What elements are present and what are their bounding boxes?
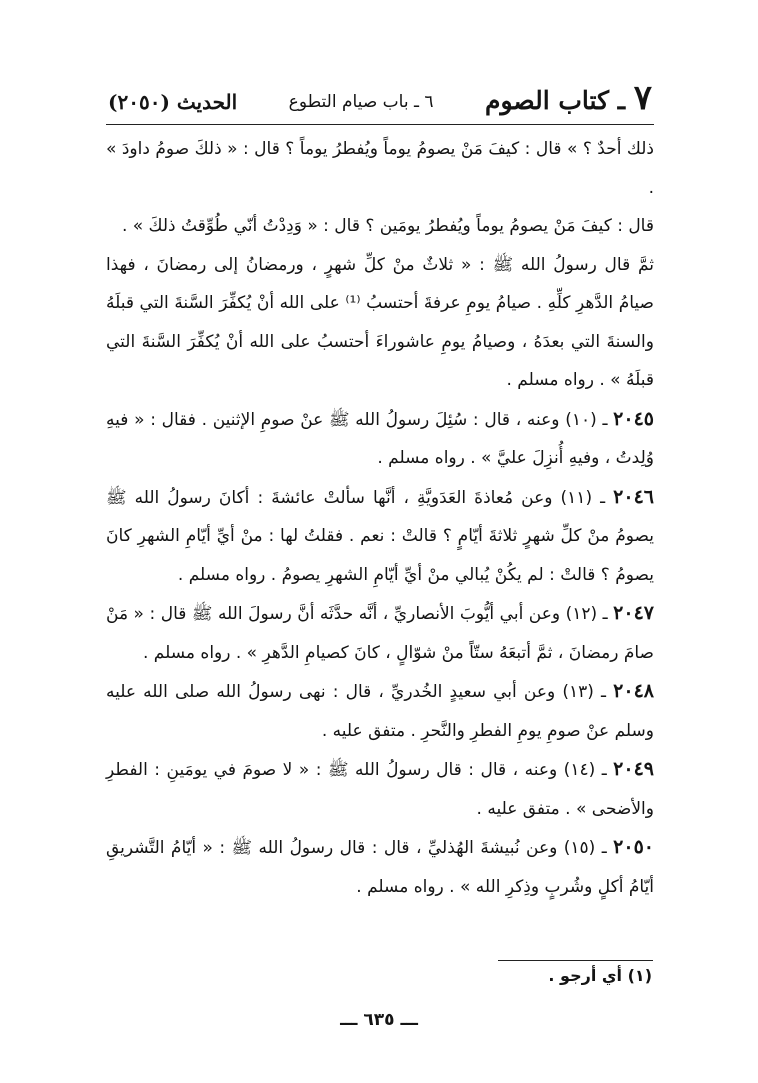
hadith-paragraph	[106, 478, 654, 595]
footnote-divider	[498, 960, 653, 961]
hadith-number: ٢٠٤٩	[613, 758, 654, 780]
hadith-number: ٢٠٤٥	[613, 407, 654, 430]
chapter-title: ٦ ـ باب صيام التطوع	[288, 92, 434, 112]
footnote: (١) أي أرجو .	[548, 966, 652, 985]
hadith-text: ـ (١٠) وعنه ، قال : سُئِلَ رسولُ الله ﷺ عنْ صومِ الإثنين . فقال : « فيهِ وُلِدتُ ، وفيهِ أُنزِلَ عليَّ » . رواه مسلم .	[106, 409, 654, 468]
hadith-text: ـ (١٢) وعن أبي أيُّوبَ الأنصاريِّ ، أنَّه حدَّثَه أنَّ رسولَ الله ﷺ قال : « مَنْ صامَ رمضانَ ، ثمَّ أتبعَهُ ستّاً منْ شوّالٍ ، كانَ كصيامِ الدَّهرِ » . رواه مسلم .	[106, 604, 654, 663]
hadith-text: ـ (١٤) وعنه ، قال : قال رسولُ الله ﷺ : « لا صومَ في يومَينِ : الفطرِ والأضحى » . متفق عليه .	[106, 760, 654, 819]
book-number: ٧	[633, 78, 652, 118]
page-number: ـــ ٦٣٥ ـــ	[340, 1010, 418, 1030]
header-divider	[106, 124, 654, 125]
hadith-text: ـ (١٥) وعن نُبيشةَ الهُذليِّ ، قال : قال رسولُ الله ﷺ : « أيّامُ التَّشريقِ أيّامُ أكلٍ وشُربٍ وذِكرِ الله » . رواه مسلم .	[106, 838, 654, 897]
hadith-paragraph	[106, 750, 654, 828]
hadith-number: ٢٠٤٦	[613, 485, 654, 508]
hadith-paragraph	[106, 594, 654, 672]
intro-line: ذلك أحدٌ ؟ » قال : كيفَ مَنْ يصومُ يوماً ويُفطرُ يوماً ؟ قال : « ذلكَ صومُ داودَ » .	[106, 139, 654, 198]
hadith-number: ٢٠٤٨	[613, 680, 654, 702]
hadith-text: ـ (١١) وعن مُعاذةَ العَدَويَّةِ ، أنَّها سألتْ عائشةَ : أكانَ رسولُ الله ﷺ يصومُ منْ كلِّ شهرٍ ثلاثةَ أيّامٍ ؟ قالتْ : نعم . فقلتُ لها : منْ أيِّ أيّامِ الشهرِ كانَ يصومُ ؟ قالتْ : لم يكُنْ يُبالي منْ أيِّ أيّامِ الشهرِ يصومُ . رواه مسلم .	[106, 487, 654, 585]
hadith-number: ٢٠٤٧	[613, 602, 654, 624]
intro-line: قال : كيفَ مَنْ يصومُ يوماً ويُفطرُ يومَين ؟ قال : « وَدِدْتُ أنّي طُوِّقتُ ذلكَ » .	[121, 216, 654, 236]
running-header	[108, 78, 652, 118]
book-heading: ٧ ـ كتاب الصوم	[485, 78, 652, 118]
main-text	[106, 130, 654, 906]
intro-line: ثمَّ قال رسولُ الله ﷺ : « ثلاثٌ منْ كلِّ شهرٍ ، ورمضانُ إلى رمضانَ ، فهذا صيامُ الدَّهرِ كلِّهِ . صيامُ يومِ عرفةَ أحتسبُ ⁽¹⁾ على الله أنْ يُكفِّرَ السَّنةَ التي قبلَهُ والسنةَ التي بعدَهُ ، وصيامُ يومِ عاشوراءَ أحتسبُ على الله أنْ يُكفِّرَ السَّنةَ التي قبلَهُ » . رواه مسلم .	[106, 254, 654, 390]
hadith-paragraph	[106, 400, 654, 478]
hadith-text: ـ (١٣) وعن أبي سعيدٍ الخُدريِّ ، قال : نهى رسولُ الله صلى الله عليه وسلم عنْ صومِ يومِ الفطرِ والنَّحرِ . متفق عليه .	[106, 682, 654, 741]
hadith-reference: الحديث (٢٠٥٠)	[108, 90, 238, 114]
hadith-paragraph	[106, 828, 654, 906]
hadith-paragraph	[106, 672, 654, 750]
book-title: كتاب الصوم	[485, 86, 609, 115]
hadith-number: ٢٠٥٠	[613, 836, 654, 858]
